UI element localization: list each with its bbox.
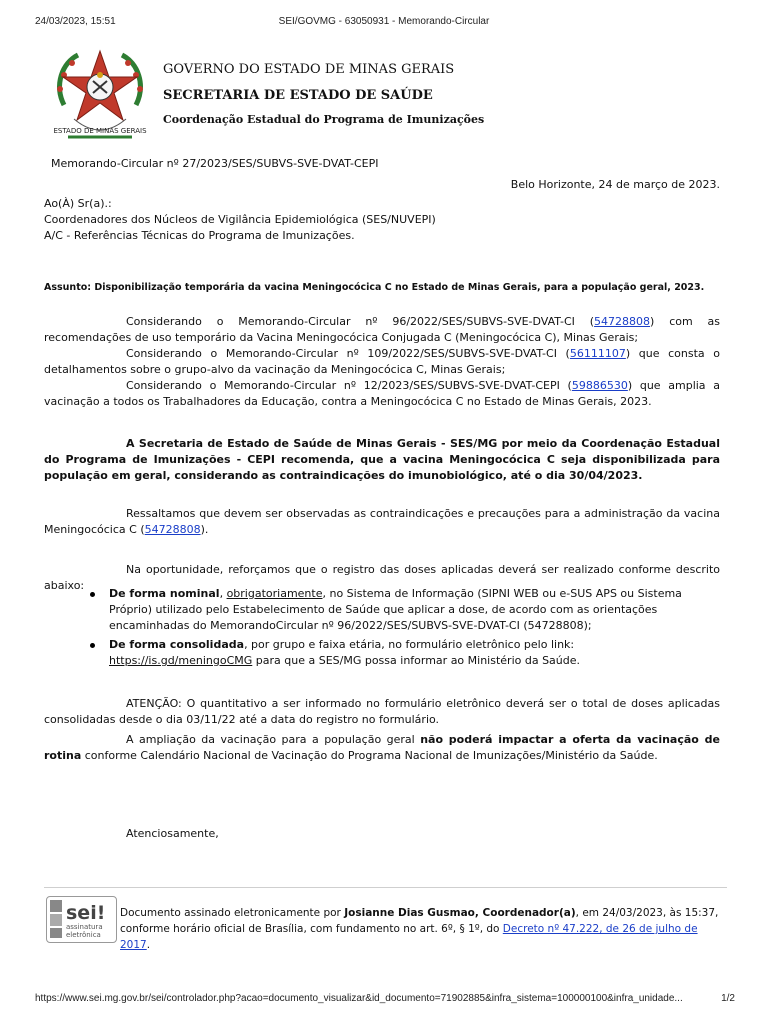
- recipient-coordinators: Coordenadores dos Núcleos de Vigilância Epidemiológica (SES/NUVEPI): [44, 213, 436, 226]
- contraindications-paragraph: Ressaltamos que devem ser observadas as contraindicações e precauções para a administração da vacina Meningocócica C (54728808).: [44, 507, 720, 536]
- recipients: [44, 196, 720, 244]
- bullet-icon: [90, 592, 95, 597]
- letterhead-government: GOVERNO DO ESTADO DE MINAS GERAIS: [163, 62, 455, 77]
- document-link[interactable]: 56111107: [569, 347, 626, 360]
- consideration-paragraph: Considerando o Memorando-Circular nº 12/2023/SES/SUBVS-SVE-DVAT-CEPI (59886530) que amplia a vacinação a todos os Trabalhadores da Educação, contra a Meningocócica C no Estado de Minas Gerais, 2023.: [44, 379, 720, 408]
- attention-paragraph: ATENÇÃO: O quantitativo a ser informado no formulário eletrônico deverá ser o total de doses aplicadas consolidadas desde o dia 03/11/22 até a data do registro no formulário.: [44, 697, 720, 726]
- letterhead-secretariat: SECRETARIA DE ESTADO DE SAÚDE: [163, 88, 433, 103]
- registry-intro: Na oportunidade, reforçamos que o registro das doses aplicadas deverá ser realizado conforme descrito abaixo:: [44, 563, 720, 592]
- bullet-icon: [90, 643, 95, 648]
- attention-block: [44, 696, 720, 764]
- divider: [44, 887, 727, 888]
- document-link[interactable]: 54728808: [594, 315, 651, 328]
- recommendation-paragraph: A Secretaria de Estado de Saúde de Minas Gerais - SES/MG por meio da Coordenação Estadual do Programa de Imunizações - CEPI recomenda, que a vacina Meningocócica C seja disponibilizada para população em geral, considerando as contraindicações do imunobiológico, até o dia 30/04/2023.: [44, 437, 720, 482]
- consideration-paragraph: Considerando o Memorando-Circular nº 109/2022/SES/SUBVS-SVE-DVAT-CI (56111107) que consta o detalhamentos sobre o grupo-alvo da vacinação da Meningocócica C, Minas Gerais;: [44, 347, 720, 376]
- sei-logo-caption-2: eletrônica: [66, 931, 101, 939]
- place-date: Belo Horizonte, 24 de março de 2023.: [510, 178, 720, 191]
- letterhead: [163, 62, 484, 126]
- sei-signature-logo: [46, 896, 117, 943]
- recommendation-block: [44, 436, 720, 484]
- consideration-paragraph: Considerando o Memorando-Circular nº 96/2022/SES/SUBVS-SVE-DVAT-CI (54728808) com as recomendações de uso temporário da Vacina Meningocócica Conjugada C (Meningocócica C), Minas Gerais;: [44, 315, 721, 344]
- closing: Atenciosamente,: [126, 827, 219, 840]
- list-item: De forma nominal, obrigatoriamente, no Sistema de Informação (SIPNI WEB ou e-SUS APS ou Sistema Próprio) utilizado pelo Estabelecimento de Saúde que aplicar a dose, de acordo com as orientações encaminhadas do MemorandoCircular nº 96/2022/SES/SUBVS-SVE-DVAT-CI (54728808);: [88, 586, 720, 634]
- page-number: 1/2: [721, 993, 735, 1004]
- state-coat-of-arms: [44, 45, 156, 149]
- routine-paragraph: A ampliação da vacinação para a população geral não poderá impactar a oferta da vacinação de rotina conforme Calendário Nacional de Vacinação do Programa Nacional de Imunizações/Ministério da Saúde.: [44, 733, 720, 762]
- considerations: [44, 314, 720, 410]
- closing-block: [44, 826, 720, 842]
- decree-link[interactable]: Decreto nº 47.222, de 26 de julho de 2017: [120, 923, 698, 951]
- print-url: https://www.sei.mg.gov.br/sei/controlador.php?acao=documento_visualizar&id_documento=71902885&infra_sistema=100000100&infra_unidade...: [35, 993, 683, 1004]
- form-link[interactable]: https://is.gd/meningoCMG: [109, 654, 253, 667]
- memo-number: Memorando-Circular nº 27/2023/SES/SUBVS-SVE-DVAT-CEPI: [51, 157, 379, 170]
- signature-statement: Documento assinado eletronicamente por Josianne Dias Gusmao, Coordenador(a), em 24/03/2023, às 15:37, conforme horário oficial de Brasília, com fundamento no art. 6º, § 1º, do Decreto nº 47.222, de 26 de julho de 2017.: [120, 907, 719, 951]
- subject-line: Assunto: Disponibilização temporária da vacina Meningocócica C no Estado de Minas Gerais, para a população geral, 2023.: [44, 282, 705, 293]
- sei-logo-text: sei!: [66, 902, 106, 924]
- letterhead-coordination: Coordenação Estadual do Programa de Imunizações: [163, 113, 485, 126]
- recipient-attention: A/C - Referências Técnicas do Programa de Imunizações.: [44, 229, 355, 242]
- list-item: De forma consolidada, por grupo e faixa etária, no formulário eletrônico pelo link: https://is.gd/meningoCMG para que a SES/MG possa informar ao Ministério da Saúde.: [88, 637, 720, 669]
- recipient-salutation: Ao(À) Sr(a).:: [44, 197, 112, 210]
- print-title: SEI/GOVMG - 63050931 - Memorando-Circular: [278, 16, 490, 27]
- document-link[interactable]: 54728808: [144, 523, 201, 536]
- contraindications-block: [44, 506, 720, 538]
- document-link[interactable]: 59886530: [571, 379, 628, 392]
- registry-bullets: [88, 586, 720, 672]
- crest-motto: ESTADO DE MINAS GERAIS: [53, 127, 147, 135]
- sei-logo-caption-1: assinatura: [66, 923, 103, 931]
- signer-name: Josianne Dias Gusmao, Coordenador(a): [344, 907, 576, 919]
- print-datetime: 24/03/2023, 15:51: [35, 16, 116, 27]
